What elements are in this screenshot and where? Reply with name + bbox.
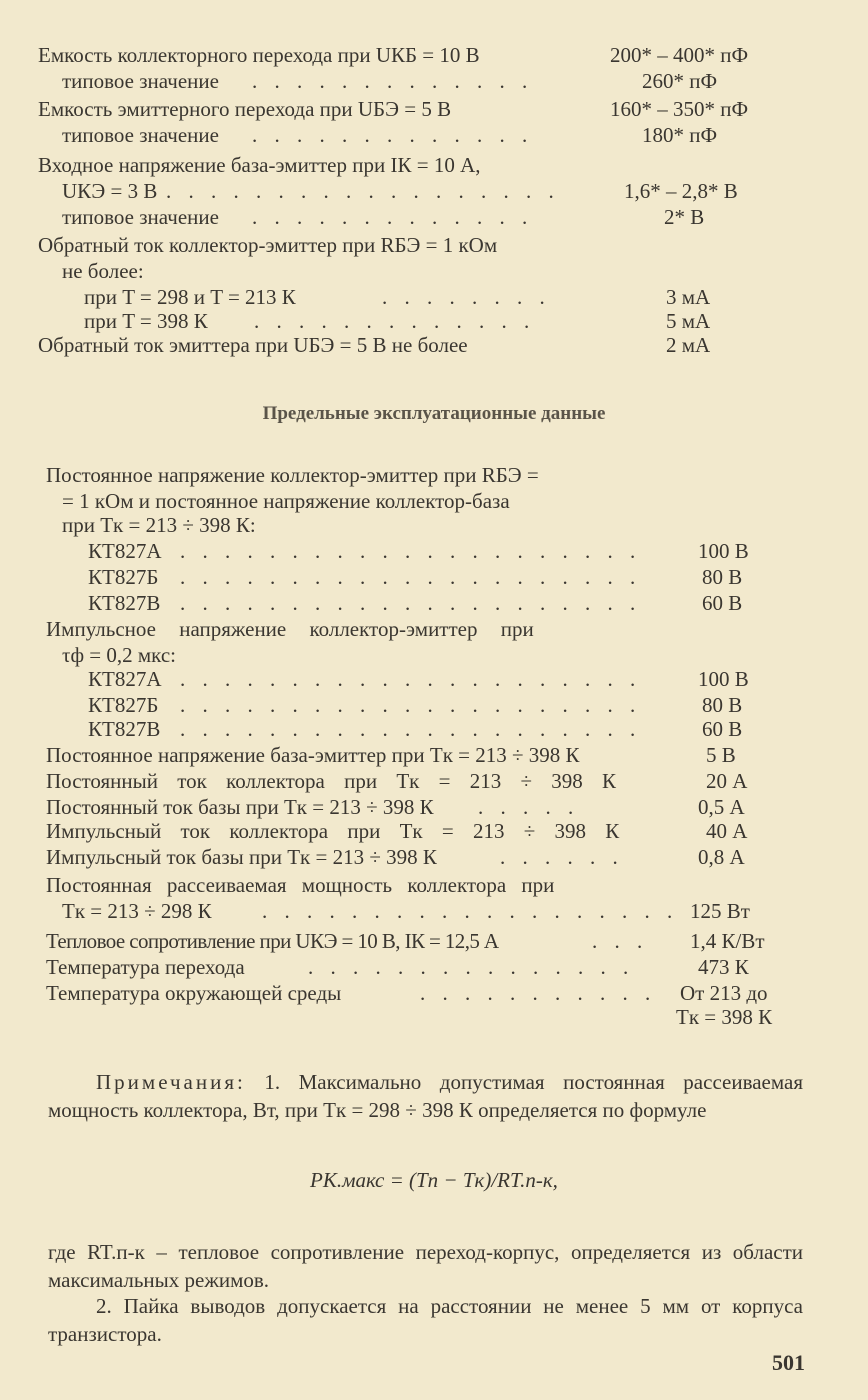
limit-label: при Tк = 213 ÷ 398 К: bbox=[62, 513, 256, 537]
limit-value: 20 А bbox=[706, 769, 748, 793]
leader-dots: . . . . . . . . . . . bbox=[420, 981, 657, 1005]
limit-label: Tк = 213 ÷ 298 К bbox=[62, 899, 212, 923]
spec-value: 160* – 350* пФ bbox=[610, 97, 749, 121]
spec-value: 2* В bbox=[664, 205, 705, 229]
spec-value: 260* пФ bbox=[642, 69, 718, 93]
spec-label: типовое значение bbox=[62, 69, 219, 93]
limit-value: 1,4 К/Вт bbox=[690, 929, 765, 953]
spec-label: типовое значение bbox=[62, 205, 219, 229]
leader-dots: . . . . . . bbox=[500, 845, 624, 869]
limit-label: КТ827Б bbox=[88, 693, 159, 717]
leader-dots: . . . . . . . . . . . . . bbox=[254, 309, 536, 333]
spec-label: Обратный ток коллектор-эмиттер при RБЭ = 1 кОм bbox=[38, 233, 498, 257]
limit-value: 0,5 А bbox=[698, 795, 745, 819]
limit-value: От 213 до bbox=[680, 981, 768, 1005]
leader-dots: . . . . . . . . . . . . . . . . . . . . . bbox=[180, 667, 642, 691]
limit-value: 40 А bbox=[706, 819, 748, 843]
limit-label: КТ827Б bbox=[88, 565, 159, 589]
limit-value: 125 Вт bbox=[690, 899, 750, 923]
limit-label: Импульсное напряжение коллектор-эмиттер при bbox=[46, 617, 534, 641]
note-1-text: 1. Максимально допустимая постоянная рассеиваемая мощность коллектора, Вт, при Tк = 298 ÷ 398 К определяется по формуле bbox=[48, 1070, 803, 1122]
notes-prefix: Примечания: bbox=[96, 1070, 246, 1094]
leader-dots: . . . . . . . . . . . . . . . . . . . bbox=[262, 899, 679, 923]
limit-label: Тепловое сопротивление при UКЭ = 10 В, IК = 12,5 А bbox=[46, 929, 499, 953]
note-1-tail: где RT.п-к – тепловое сопротивление переход-корпус, определяется из области максимальных режимов. bbox=[48, 1240, 803, 1292]
leader-dots: . . . . . . . . . . . . . . . . . . . . . bbox=[180, 591, 642, 615]
leader-dots: . . . . . . . . . . . . . . . . . . . . . bbox=[180, 717, 642, 741]
spec-value: 200* – 400* пФ bbox=[610, 43, 749, 67]
limit-label: Постоянная рассеиваемая мощность коллектора при bbox=[46, 873, 555, 897]
limit-label: = 1 кОм и постоянное напряжение коллектор-база bbox=[62, 489, 510, 513]
leader-dots: . . . . . . . . . . . . . bbox=[252, 69, 534, 93]
leader-dots: . . . . . . . . . . . . . . . . . . bbox=[166, 179, 560, 203]
spec-value: 3 мА bbox=[666, 285, 711, 309]
limit-value: 80 В bbox=[702, 693, 743, 717]
limit-label: Постоянное напряжение коллектор-эмиттер при RБЭ = bbox=[46, 463, 539, 487]
leader-dots: . . . . . . . . bbox=[382, 285, 551, 309]
section-heading: Предельные эксплуатационные данные bbox=[262, 403, 606, 424]
note-2: 2. Пайка выводов допускается на расстоянии не менее 5 мм от корпуса транзистора. bbox=[48, 1294, 803, 1346]
limit-label: Постоянное напряжение база-эмиттер при Tк = 213 ÷ 398 К bbox=[46, 743, 580, 767]
limit-value: 60 В bbox=[702, 591, 743, 615]
limit-value: 473 К bbox=[698, 955, 749, 979]
leader-dots: . . . . . bbox=[478, 795, 580, 819]
leader-dots: . . . bbox=[592, 929, 649, 953]
spec-value: 180* пФ bbox=[642, 123, 718, 147]
spec-label: не более: bbox=[62, 259, 144, 283]
limit-value: 5 В bbox=[706, 743, 736, 767]
limit-value: 100 В bbox=[698, 539, 749, 563]
limit-value: 100 В bbox=[698, 667, 749, 691]
limit-label: КТ827А bbox=[88, 539, 162, 563]
spec-value: 5 мА bbox=[666, 309, 711, 333]
formula: PК.макс = (Tп − Tк)/RT.п-к, bbox=[310, 1168, 558, 1192]
limit-value: 0,8 А bbox=[698, 845, 745, 869]
limit-label: Температура перехода bbox=[46, 955, 245, 979]
note-1 bbox=[48, 1068, 803, 1124]
limit-label: Постоянный ток базы при Tк = 213 ÷ 398 К bbox=[46, 795, 434, 819]
limit-label: Импульсный ток базы при Tк = 213 ÷ 398 К bbox=[46, 845, 437, 869]
limit-value: 60 В bbox=[702, 717, 743, 741]
limit-label: τф = 0,2 мкс: bbox=[62, 643, 177, 667]
limit-value: Tк = 398 К bbox=[676, 1005, 773, 1029]
leader-dots: . . . . . . . . . . . . . bbox=[252, 123, 534, 147]
limit-value: 80 В bbox=[702, 565, 743, 589]
limit-label: КТ827В bbox=[88, 717, 161, 741]
limit-label: КТ827В bbox=[88, 591, 161, 615]
limit-label: КТ827А bbox=[88, 667, 162, 691]
spec-label: типовое значение bbox=[62, 123, 219, 147]
leader-dots: . . . . . . . . . . . . . . . . . . . . . bbox=[180, 539, 642, 563]
spec-label: UКЭ = 3 В bbox=[62, 179, 158, 203]
page-number: 501 bbox=[772, 1350, 805, 1375]
limit-label: Температура окружающей среды bbox=[46, 981, 342, 1005]
spec-value: 2 мА bbox=[666, 333, 711, 357]
spec-label: при T = 298 и T = 213 К bbox=[84, 285, 296, 309]
leader-dots: . . . . . . . . . . . . . . . . . . . . . bbox=[180, 693, 642, 717]
leader-dots: . . . . . . . . . . . . . bbox=[252, 205, 534, 229]
spec-value: 1,6* – 2,8* В bbox=[624, 179, 738, 203]
leader-dots: . . . . . . . . . . . . . . . bbox=[308, 955, 635, 979]
spec-label: Входное напряжение база-эмиттер при IК = 10 А, bbox=[38, 153, 481, 177]
limit-label: Постоянный ток коллектора при Tк = 213 ÷ 398 К bbox=[46, 769, 617, 793]
spec-label: Емкость эмиттерного перехода при UБЭ = 5 В bbox=[38, 97, 452, 121]
spec-label: Емкость коллекторного перехода при UКБ = 10 В bbox=[38, 43, 480, 67]
limit-label: Импульсный ток коллектора при Tк = 213 ÷ 398 К bbox=[46, 819, 620, 843]
spec-label: Обратный ток эмиттера при UБЭ = 5 В не более bbox=[38, 333, 468, 357]
spec-label: при T = 398 К bbox=[84, 309, 208, 333]
leader-dots: . . . . . . . . . . . . . . . . . . . . . bbox=[180, 565, 642, 589]
